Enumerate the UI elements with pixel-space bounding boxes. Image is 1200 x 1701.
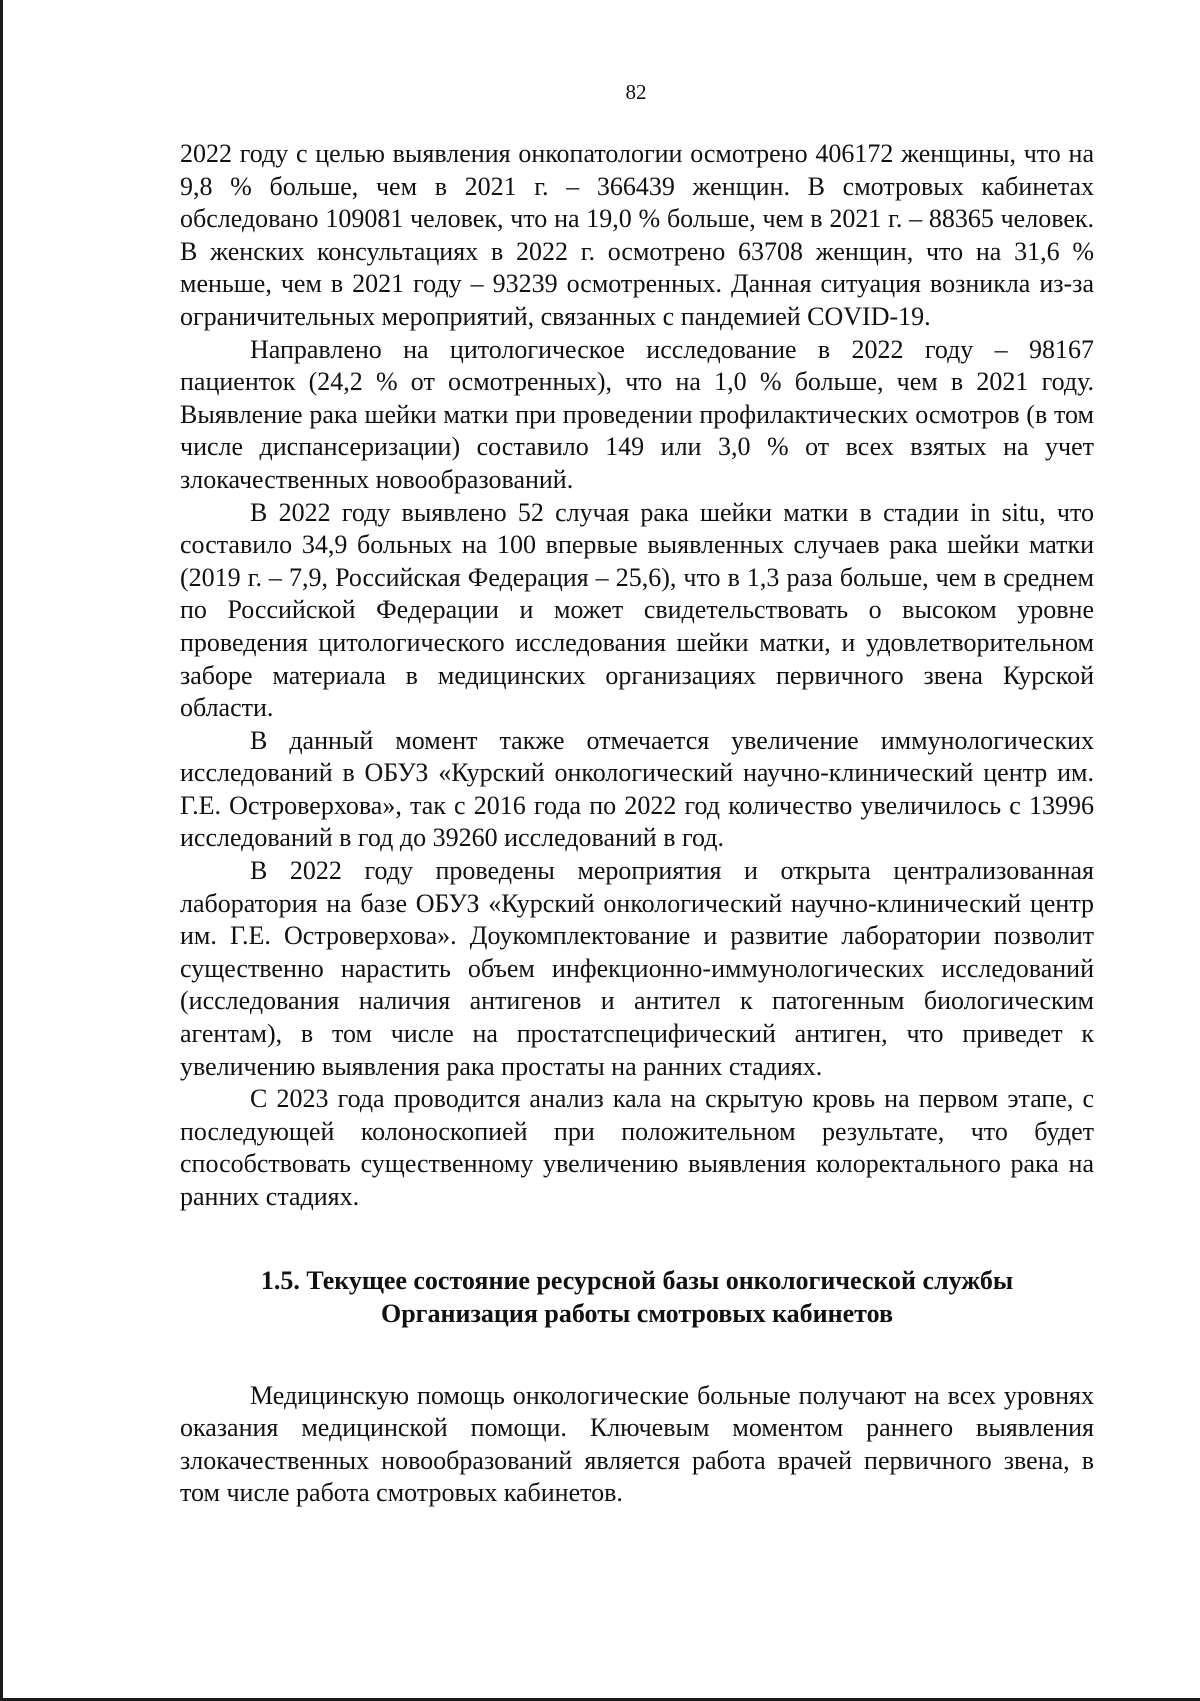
section-heading [180,1264,1094,1330]
paragraph-cytology: Направлено на цитологическое исследование в 2022 году – 98167 пациенток (24,2 % от осмотренных), что на 1,0 % больше, чем в 2021 году. Выявление рака шейки матки при проведении профилактических осмотров (в том числе диспансеризации) составило 149 или 3,0 % от всех взятых на учет злокачественных новообразований. [180,334,1094,494]
paragraph-in-situ: В 2022 году выявлено 52 случая рака шейки матки в стадии in situ, что составило 34,9 больных на 100 впервые выявленных случаев рака шейки матки (2019 г. – 7,9, Российская Федерация – 25,6), что в 1,3 раза больше, чем в среднем по Российской Федерации и может свидетельствовать о высоком уровне проведения цитологического исследования шейки матки, и удовлетворительном заборе материала в медицинских организациях первичного звена Курской области. [180,497,1094,723]
paragraph-medical-care: Медицинскую помощь онкологические больные получают на всех уровнях оказания медицинской помощи. Ключевым моментом раннего выявления злокачественных новообразований является работа врачей первичного звена, в том числе работа смотровых кабинетов. [180,1380,1094,1508]
section-heading-subtitle: Организация работы смотровых кабинетов [381,1298,893,1328]
paragraph-laboratory: В 2022 году проведены мероприятия и открыта централизованная лаборатория на базе ОБУЗ «Курский онкологический научно-клинический центр им. Г.Е. Островерхова». Доукомплектование и развитие лаборатории позволит существенно нарастить объем инфекционно-иммунологических исследований (исследования наличия антигенов и антител к патогенным биологическим агентам), в том числе на простатспецифический антиген, что приведет к увеличению выявления рака простаты на ранних стадиях. [180,856,1094,1081]
document-body [180,138,1094,1510]
paragraph-immunology: В данный момент также отмечается увеличение иммунологических исследований в ОБУЗ «Курский онкологический научно-клинический центр им. Г.Е. Островерхова», так с 2016 года по 2022 год количество увеличилось с 13996 исследований в год до 39260 исследований в год. [180,725,1094,853]
section-heading-title: 1.5. Текущее состояние ресурсной базы онкологической службы [260,1265,1014,1295]
paragraph-colorectal: С 2023 года проводится анализ кала на скрытую кровь на первом этапе, с последующей колоноскопией при положительном результате, что будет способствовать существенному увеличению выявления колоректального рака на ранних стадиях. [180,1084,1094,1211]
scan-edge-left [0,0,3,1701]
paragraph-continuation: 2022 году с целью выявления онкопатологии осмотрено 406172 женщины, что на 9,8 % больше, чем в 2021 г. – 366439 женщин. В смотровых кабинетах обследовано 109081 человек, что на 19,0 % больше, чем в 2021 г. – 88365 человек. В женских консультациях в 2022 г. осмотрено 63708 женщин, что на 31,6 % меньше, чем в 2021 году – 93239 осмотренных. Данная ситуация возникла из-за ограничительных мероприятий, связанных с пандемией COVID-19. [180,139,1094,331]
page-number: 82 [625,80,647,104]
